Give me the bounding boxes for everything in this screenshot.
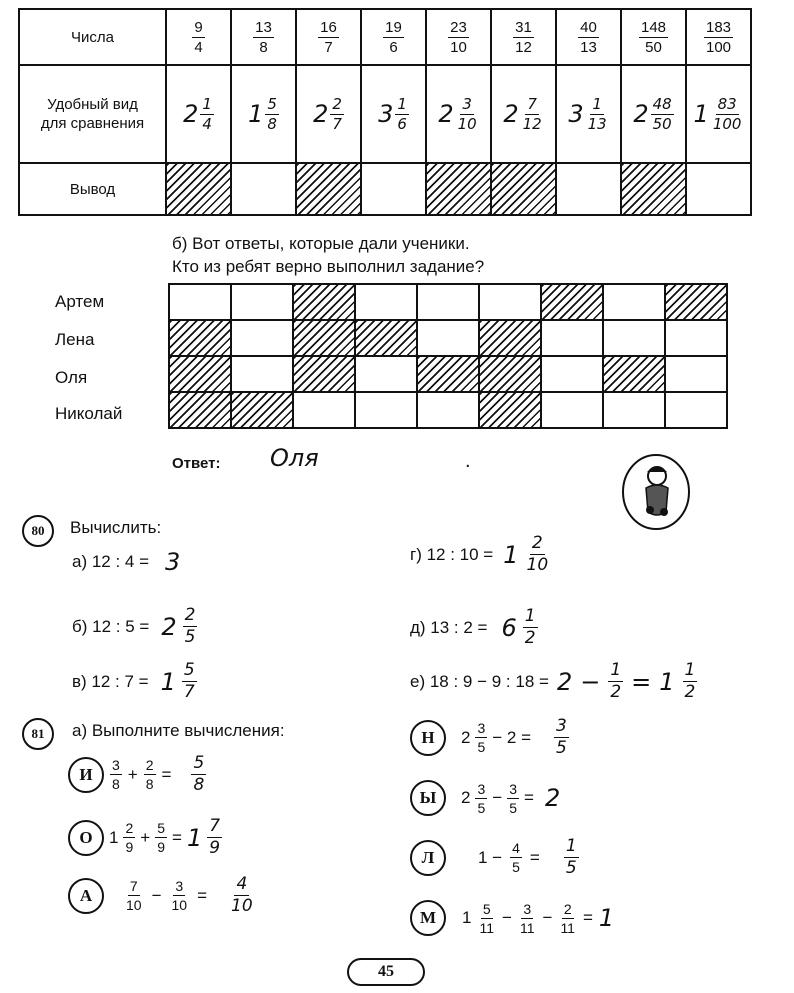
- ex81-item-l: Л 1 − $\frac{4}{5}$ = $\frac{1}{5}$: [410, 838, 579, 877]
- conclusion-cell: [556, 163, 621, 215]
- conclusion-cell: [686, 163, 751, 215]
- student-name: Николай: [55, 404, 123, 423]
- answer-cell: [355, 392, 417, 428]
- ex80-item-b: б) 12 : 5 = 2 $\frac{2}{5}$: [72, 605, 196, 647]
- part-b-line-1: б) Вот ответы, которые дали ученики.: [172, 234, 470, 253]
- answer-cell: [293, 392, 355, 428]
- mixed-number-cell: 2 $\frac{2}{7}$: [296, 65, 361, 163]
- exercise-80-number: 80: [22, 515, 54, 547]
- ex80-item-a: а) 12 : 4 = 3: [72, 548, 181, 576]
- student-name: Лена: [55, 330, 95, 349]
- part-b-line-2: Кто из ребят верно выполнил задание?: [172, 257, 485, 276]
- answer-cell: [603, 356, 665, 392]
- student-row: [169, 320, 727, 356]
- conclusion-cell: [231, 163, 296, 215]
- mixed-number-cell: 3 $\frac{1}{6}$: [361, 65, 426, 163]
- answer-cell: [169, 356, 231, 392]
- answer-cell: [169, 284, 231, 320]
- students-answers-grid: [168, 283, 728, 429]
- answer-dot: .: [465, 450, 471, 472]
- exercise-81-title: а) Выполните вычисления:: [72, 721, 285, 740]
- mixed-number-cell: 2 $\frac{3}{10}$: [426, 65, 491, 163]
- answer-cell: [231, 284, 293, 320]
- answer-cell: [293, 356, 355, 392]
- part-b-question: [172, 232, 484, 278]
- answer-cell: [603, 284, 665, 320]
- letter-badge: Ы: [410, 780, 446, 816]
- ex81-item-i: И $\frac{3}{8}$ + $\frac{2}{8}$ = $\frac{5}{8}$: [68, 755, 206, 794]
- fraction-cell: $\frac{148}{50}$: [621, 9, 686, 65]
- answer-cell: [417, 356, 479, 392]
- mascot-illustration: [620, 452, 692, 532]
- letter-badge: Н: [410, 720, 446, 756]
- student-name: Оля: [55, 368, 88, 387]
- fraction-cell: $\frac{13}{8}$: [231, 9, 296, 65]
- ex81-item-m: М 1 $\frac{5}{11}$ − $\frac{3}{11}$ − $\frac{2}{11}$ = 1: [410, 900, 614, 936]
- mixed-number-cell: 1 $\frac{83}{100}$: [686, 65, 751, 163]
- fraction-cell: $\frac{16}{7}$: [296, 9, 361, 65]
- conclusion-cell: [426, 163, 491, 215]
- conclusion-cell: [361, 163, 426, 215]
- answer-cell: [231, 356, 293, 392]
- ex81-item-n: Н 2 $\frac{3}{5}$ − 2 = $\frac{3}{5}$: [410, 718, 569, 757]
- student-row: [169, 356, 727, 392]
- answer-cell: [417, 284, 479, 320]
- answer-cell: [541, 284, 603, 320]
- fraction-cell: $\frac{23}{10}$: [426, 9, 491, 65]
- conclusion-cell: [296, 163, 361, 215]
- answer-cell: [665, 284, 727, 320]
- answer-cell: [355, 356, 417, 392]
- answer-cell: [541, 320, 603, 356]
- exercise-81-number: 81: [22, 718, 54, 750]
- mixed-number-cell: 2 $\frac{7}{12}$: [491, 65, 556, 163]
- mixed-number-cell: 3 $\frac{1}{13}$: [556, 65, 621, 163]
- answer-cell: [479, 284, 541, 320]
- letter-badge: О: [68, 820, 104, 856]
- row-label-conclusion: Вывод: [19, 163, 166, 215]
- student-row: [169, 392, 727, 428]
- ex80-item-v: в) 12 : 7 = 1 $\frac{5}{7}$: [72, 660, 195, 702]
- answer-cell: [541, 392, 603, 428]
- answer-cell: [293, 320, 355, 356]
- mixed-number-cell: 1 $\frac{5}{8}$: [231, 65, 296, 163]
- mixed-number-cell: 2 $\frac{1}{4}$: [166, 65, 231, 163]
- exercise-80-title: Вычислить:: [70, 518, 162, 537]
- answer-cell: [665, 356, 727, 392]
- numbers-comparison-table: [18, 8, 752, 216]
- answer-cell: [355, 320, 417, 356]
- mixed-number-cell: 2 $\frac{48}{50}$: [621, 65, 686, 163]
- letter-badge: Л: [410, 840, 446, 876]
- answer-cell: [417, 392, 479, 428]
- answer-cell: [665, 392, 727, 428]
- answer-cell: [479, 320, 541, 356]
- ex80-item-g: г) 12 : 10 = 1 $\frac{2}{10}$: [410, 533, 549, 575]
- answer-cell: [231, 320, 293, 356]
- fraction-cell: $\frac{183}{100}$: [686, 9, 751, 65]
- page-number: 45: [347, 958, 425, 986]
- answer-cell: [169, 392, 231, 428]
- row-label-numbers: Числа: [19, 9, 166, 65]
- letter-badge: А: [68, 878, 104, 914]
- ex80-item-d: д) 13 : 2 = 6 $\frac{1}{2}$: [410, 606, 536, 648]
- letter-badge: И: [68, 757, 104, 793]
- answer-cell: [665, 320, 727, 356]
- answer-cell: [355, 284, 417, 320]
- answer-cell: [417, 320, 479, 356]
- conclusion-cell: [621, 163, 686, 215]
- ex80-item-e: е) 18 : 9 − 9 : 18 = 2 − $\frac{1}{2}$ = 1 $\frac{1}{2}$: [410, 660, 696, 702]
- answer-cell: [479, 392, 541, 428]
- answer-cell: [541, 356, 603, 392]
- answer-cell: [603, 320, 665, 356]
- fraction-cell: $\frac{9}{4}$: [166, 9, 231, 65]
- answer-cell: [603, 392, 665, 428]
- fraction-cell: $\frac{19}{6}$: [361, 9, 426, 65]
- student-row: [169, 284, 727, 320]
- answer-cell: [293, 284, 355, 320]
- row-label-convenient: Удобный вид для сравнения: [19, 65, 166, 163]
- student-name: Артем: [55, 292, 105, 311]
- conclusion-cell: [166, 163, 231, 215]
- answer-cell: [169, 320, 231, 356]
- letter-badge: М: [410, 900, 446, 936]
- answer-cell: [479, 356, 541, 392]
- ex81-item-y: Ы 2 $\frac{3}{5}$ − $\frac{3}{5}$ = 2: [410, 780, 560, 816]
- fraction-cell: $\frac{40}{13}$: [556, 9, 621, 65]
- conclusion-cell: [491, 163, 556, 215]
- answer-value: Оля: [270, 444, 319, 472]
- answer-label: Ответ:: [172, 455, 221, 472]
- fraction-cell: $\frac{31}{12}$: [491, 9, 556, 65]
- answer-cell: [231, 392, 293, 428]
- ex81-item-a: А $\frac{7}{10}$ − $\frac{3}{10}$ = $\frac{4}{10}$: [68, 876, 255, 915]
- ex81-item-o: О 1 $\frac{2}{9}$ + $\frac{5}{9}$ = 1 $\frac{7}{9}$: [68, 818, 222, 857]
